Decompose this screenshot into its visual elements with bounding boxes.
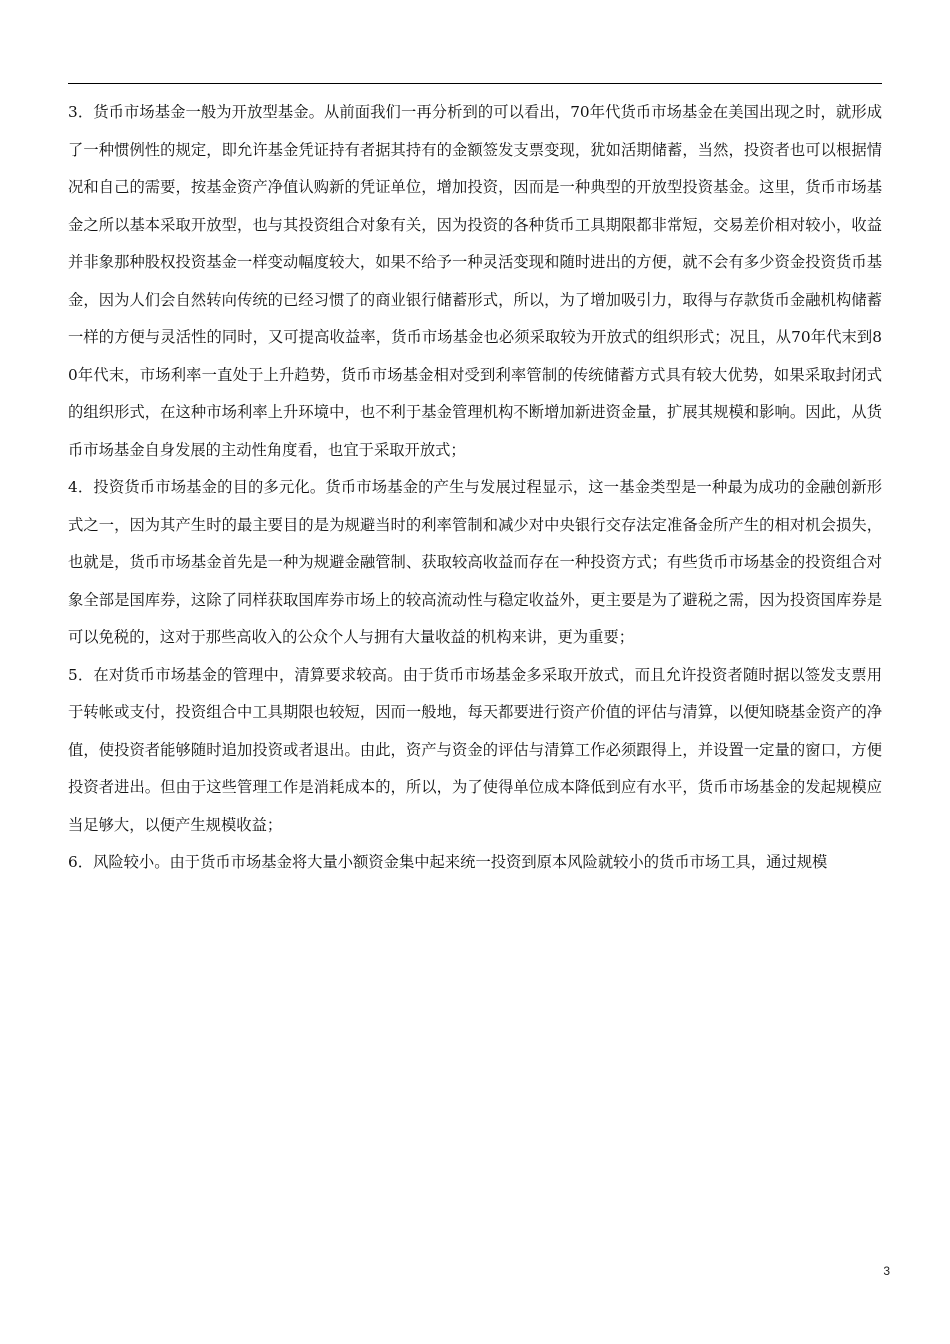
document-body xyxy=(68,94,882,882)
page-number: 3 xyxy=(883,1264,890,1278)
paragraph-4: 4．投资货币市场基金的目的多元化。货币市场基金的产生与发展过程显示，这一基金类型是一种最为成功的金融创新形式之一，因为其产生时的最主要目的是为规避当时的利率管制和减少对中央银行交存法定准备金所产生的相对机会损失，也就是，货币市场基金首先是一种为规避金融管制、获取较高收益而存在一种投资方式；有些货币市场基金的投资组合对象全部是国库券，这除了同样获取国库券市场上的较高流动性与稳定收益外，更主要是为了避税之需，因为投资国库券是可以免税的，这对于那些高收入的公众个人与拥有大量收益的机构来讲，更为重要； xyxy=(68,478,882,646)
header-rule xyxy=(68,83,882,84)
paragraph-5: 5．在对货币市场基金的管理中，清算要求较高。由于货币市场基金多采取开放式，而且允许投资者随时据以签发支票用于转帐或支付，投资组合中工具期限也较短，因而一般地，每天都要进行资产价值的评估与清算，以便知晓基金资产的净值，使投资者能够随时追加投资或者退出。由此，资产与资金的评估与清算工作必须跟得上，并设置一定量的窗口，方便投资者进出。但由于这些管理工作是消耗成本的，所以，为了使得单位成本降低到应有水平，货币市场基金的发起规模应当足够大，以便产生规模收益； xyxy=(68,665,882,834)
paragraph-3: 3．货币市场基金一般为开放型基金。从前面我们一再分析到的可以看出，70年代货币市场基金在美国出现之时，就形成了一种惯例性的规定，即允许基金凭证持有者据其持有的金额签发支票变现，犹如活期储蓄，当然，投资者也可以根据情况和自己的需要，按基金资产净值认购新的凭证单位，增加投资，因而是一种典型的开放型投资基金。这里，货币市场基金之所以基本采取开放型，也与其投资组合对象有关，因为投资的各种货币工具期限都非常短，交易差价相对较小，收益并非象那种股权投资基金一样变动幅度较大，如果不给予一种灵活变现和随时进出的方便，就不会有多少资金投资货币基金，因为人们会自然转向传统的已经习惯了的商业银行储蓄形式，所以，为了增加吸引力，取得与存款货币金融机构储蓄一样的方便与灵活性的同时，又可提高收益率，货币市场基金也必须采取较为开放式的组织形式；况且，从70年代末到80年代末，市场利率一直处于上升趋势，货币市场基金相对受到利率管制的传统储蓄方式具有较大优势，如果采取封闭式的组织形式，在这种市场利率上升环境中，也不利于基金管理机构不断增加新进资金量，扩展其规模和影响。因此，从货币市场基金自身发展的主动性角度看，也宜于采取开放式； xyxy=(68,103,882,459)
paragraph-6: 6．风险较小。由于货币市场基金将大量小额资金集中起来统一投资到原本风险就较小的货币市场工具，通过规模 xyxy=(68,853,828,871)
